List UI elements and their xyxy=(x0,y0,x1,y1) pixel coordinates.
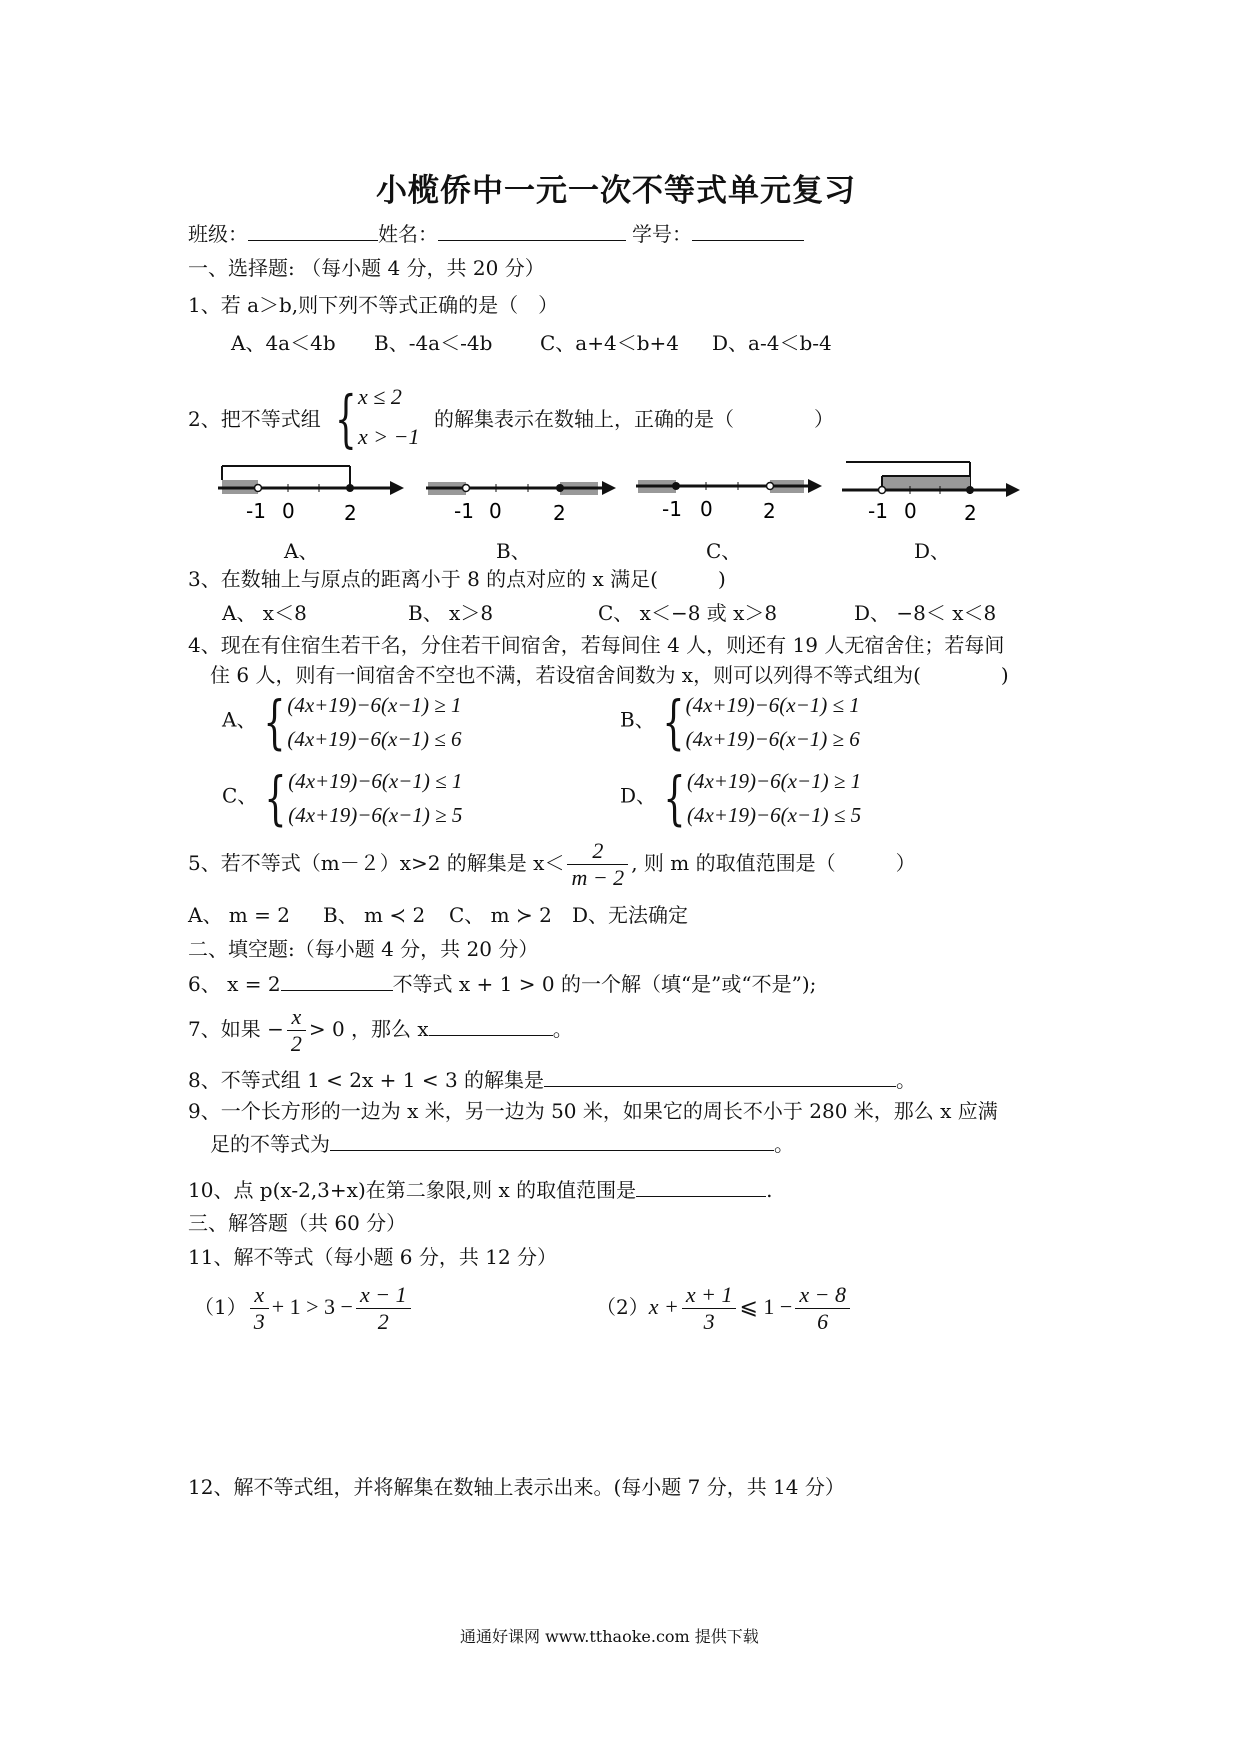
q2-option-c-label: C、 xyxy=(706,539,742,563)
q4-option-c-line1: (4x+19)−6(x−1) ≤ 1 xyxy=(288,769,463,793)
q3-option-a: A、 x＜8 xyxy=(222,601,307,625)
question-4-line2: 住 6 人，则有一间宿舍不空也不满，若设宿舍间数为 x，则可以列得不等式组为( ) xyxy=(210,663,1009,687)
q11-p1-label: （1） xyxy=(194,1295,247,1319)
q4-option-d xyxy=(620,764,861,832)
question-4-line1: 4、现在有住宿生若干名，分住若干间宿舍，若每间住 4 人，则还有 19 人无宿舍住；若每间 xyxy=(188,633,1005,657)
q5-option-a: A、 m = 2 xyxy=(188,903,290,927)
q4-option-a-line2: (4x+19)−6(x−1) ≤ 6 xyxy=(287,727,462,751)
q10-answer-blank[interactable] xyxy=(636,1176,766,1197)
tick-label-c-2: 2 xyxy=(763,499,776,523)
q2-system-line1: x ≤ 2 xyxy=(358,384,402,409)
section-1-heading: 一、选择题: （每小题 4 分，共 20 分） xyxy=(188,256,545,280)
id-blank[interactable] xyxy=(692,220,804,241)
question-7 xyxy=(188,1004,573,1057)
q4-option-b-line2: (4x+19)−6(x−1) ≥ 6 xyxy=(685,727,860,751)
section-3-heading: 三、解答题（共 60 分） xyxy=(188,1211,407,1235)
id-label: 学号： xyxy=(632,222,692,246)
q2-option-d-label: D、 xyxy=(914,539,951,563)
q4-option-a xyxy=(222,688,462,756)
q11-p2-num1: x + 1 xyxy=(682,1282,737,1309)
q11-part-2 xyxy=(596,1282,853,1335)
q9-suffix: 。 xyxy=(774,1132,794,1156)
q2-system-line2: x > −1 xyxy=(358,424,420,449)
q4-option-b-line1: (4x+19)−6(x−1) ≤ 1 xyxy=(685,693,860,717)
q9-answer-blank[interactable] xyxy=(330,1130,774,1151)
q4-option-d-line1: (4x+19)−6(x−1) ≥ 1 xyxy=(686,769,862,793)
name-label: 姓名： xyxy=(378,222,438,246)
q2-number-line-options xyxy=(210,458,1040,536)
q11-p2-mid: ⩽ 1 − xyxy=(739,1294,793,1319)
q2-option-b-label: B、 xyxy=(496,539,531,563)
q6-answer-blank[interactable] xyxy=(281,970,393,991)
question-9-line1: 9、一个长方形的一边为 x 米，另一边为 50 米，如果它的周长不小于 280 米，那么 x 应满 xyxy=(188,1099,998,1123)
q7-answer-blank[interactable] xyxy=(429,1015,553,1036)
q4-option-a-label: A、 xyxy=(222,707,257,732)
q11-p1-den1: 3 xyxy=(253,1309,265,1334)
q2-brace: { xyxy=(335,382,357,455)
tick-label-a-2: 2 xyxy=(344,501,357,525)
tick-label-a-neg1: -1 xyxy=(246,499,266,523)
number-line-b xyxy=(426,481,616,525)
q8-prefix: 8、不等式组 1 < 2x + 1 < 3 的解集是 xyxy=(188,1068,545,1092)
tick-label-d-0: 0 xyxy=(904,499,917,523)
tick-label-c-0: 0 xyxy=(700,497,713,521)
tick-label-d-neg1: -1 xyxy=(868,499,888,523)
q7-prefix: 7、如果 − xyxy=(188,1017,284,1041)
q11-p2-lead: x + xyxy=(648,1294,679,1319)
q4-option-c-line2: (4x+19)−6(x−1) ≥ 5 xyxy=(288,803,463,827)
class-blank[interactable] xyxy=(248,220,378,241)
q6-prefix: 6、 x = 2 xyxy=(188,972,281,996)
q8-suffix: 。 xyxy=(896,1068,917,1092)
q4-option-c xyxy=(222,764,462,832)
q6-suffix: 不等式 x + 1 > 0 的一个解（填“是”或“不是”); xyxy=(392,972,817,996)
question-9-line2 xyxy=(210,1130,794,1157)
q5-option-c: C、 m ≻ 2 xyxy=(449,903,552,927)
q5-fraction-denominator: m − 2 xyxy=(571,865,625,890)
q5-prefix: 5、若不等式（m－２）x>2 的解集是 x＜ xyxy=(188,851,565,875)
question-3-stem: 3、在数轴上与原点的距离小于 8 的点对应的 x 满足( ) xyxy=(188,567,726,591)
q11-p2-num2: x − 8 xyxy=(795,1282,850,1309)
q1-option-b: B、-4a＜-4b xyxy=(374,331,493,355)
tick-label-c-neg1: -1 xyxy=(662,497,682,521)
q1-option-c: C、a+4＜b+4 xyxy=(540,331,679,355)
tick-label-b-0: 0 xyxy=(489,499,502,523)
footer-credit: 通通好课网 www.tthaoke.com 提供下载 xyxy=(460,1627,759,1646)
q4-option-c-label: C、 xyxy=(222,783,258,808)
q7-suffix: 。 xyxy=(552,1017,573,1041)
q11-p2-fraction-2 xyxy=(795,1282,850,1335)
number-line-c xyxy=(636,479,822,523)
tick-label-b-neg1: -1 xyxy=(454,499,474,523)
q5-fraction-numerator: 2 xyxy=(567,838,628,865)
q4-option-d-brace: { xyxy=(663,764,686,832)
q3-option-d: D、 −8＜ x＜8 xyxy=(854,601,997,625)
q2-option-a-label: A、 xyxy=(284,539,319,563)
q4-option-b-brace: { xyxy=(662,688,685,756)
q11-p2-den2: 6 xyxy=(817,1309,829,1334)
class-label: 班级： xyxy=(188,222,248,246)
q11-p1-fraction-2 xyxy=(356,1282,411,1335)
number-line-a xyxy=(218,466,404,525)
question-12-stem: 12、解不等式组，并将解集在数轴上表示出来。(每小题 7 分，共 14 分） xyxy=(188,1475,845,1499)
q11-p2-den1: 3 xyxy=(703,1309,715,1334)
student-info-row xyxy=(188,220,804,247)
q7-fraction-denominator: 2 xyxy=(290,1031,302,1056)
q5-suffix: , 则 m 的取值范围是（ ） xyxy=(631,851,916,875)
q11-p1-fraction-1 xyxy=(250,1282,269,1335)
q3-option-b: B、 x＞8 xyxy=(408,601,494,625)
q4-option-a-brace: { xyxy=(263,688,286,756)
tick-label-a-0: 0 xyxy=(282,499,295,523)
q9-line2-text: 足的不等式为 xyxy=(210,1132,330,1156)
question-1-stem: 1、若 a＞b,则下列不等式正确的是（ ） xyxy=(188,293,559,317)
q5-option-b: B、 m ≺ 2 xyxy=(323,903,426,927)
q5-fraction xyxy=(567,838,628,891)
q8-answer-blank[interactable] xyxy=(544,1066,896,1087)
section-2-heading: 二、填空题:（每小题 4 分，共 20 分） xyxy=(188,937,539,961)
question-2-prefix: 2、把不等式组 xyxy=(188,407,321,431)
q3-option-c: C、 x＜−8 或 x＞8 xyxy=(598,601,778,625)
q11-p2-fraction-1 xyxy=(682,1282,737,1335)
question-2-suffix: 的解集表示在数轴上，正确的是（ ） xyxy=(434,407,834,431)
page-title: 小榄侨中一元一次不等式单元复习 xyxy=(376,173,856,209)
question-11-stem: 11、解不等式（每小题 6 分，共 12 分） xyxy=(188,1245,558,1269)
q4-option-d-line2: (4x+19)−6(x−1) ≤ 5 xyxy=(686,803,862,827)
q4-option-d-label: D、 xyxy=(620,783,657,808)
q1-option-a: A、4a＜4b xyxy=(231,331,336,355)
tick-label-d-2: 2 xyxy=(964,501,977,525)
q7-mid: > 0 ，那么 x xyxy=(308,1017,429,1041)
name-blank[interactable] xyxy=(438,220,626,241)
tick-label-b-2: 2 xyxy=(553,501,566,525)
question-10 xyxy=(188,1176,772,1203)
q11-p1-mid: + 1 > 3 − xyxy=(271,1294,353,1319)
q10-suffix: . xyxy=(766,1178,773,1202)
q4-option-b xyxy=(620,688,860,756)
question-6 xyxy=(188,970,816,997)
q1-option-d: D、a-4＜b-4 xyxy=(712,331,832,355)
number-line-d xyxy=(842,462,1020,525)
q11-p1-num1: x xyxy=(250,1282,269,1309)
q4-option-a-line1: (4x+19)−6(x−1) ≥ 1 xyxy=(287,693,462,717)
q11-p1-den2: 2 xyxy=(377,1309,389,1334)
q11-p2-label: （2） xyxy=(596,1295,649,1319)
question-8 xyxy=(188,1066,916,1093)
q11-part-1 xyxy=(194,1282,414,1335)
q7-fraction-numerator: x xyxy=(287,1004,306,1031)
q4-option-c-brace: { xyxy=(264,764,287,832)
q10-prefix: 10、点 p(x-2,3+x)在第二象限,则 x 的取值范围是 xyxy=(188,1178,637,1202)
question-5 xyxy=(188,838,916,891)
q5-option-d: D、无法确定 xyxy=(572,903,689,927)
q4-option-b-label: B、 xyxy=(620,707,655,732)
q11-p1-num2: x − 1 xyxy=(356,1282,411,1309)
q7-fraction xyxy=(287,1004,306,1057)
